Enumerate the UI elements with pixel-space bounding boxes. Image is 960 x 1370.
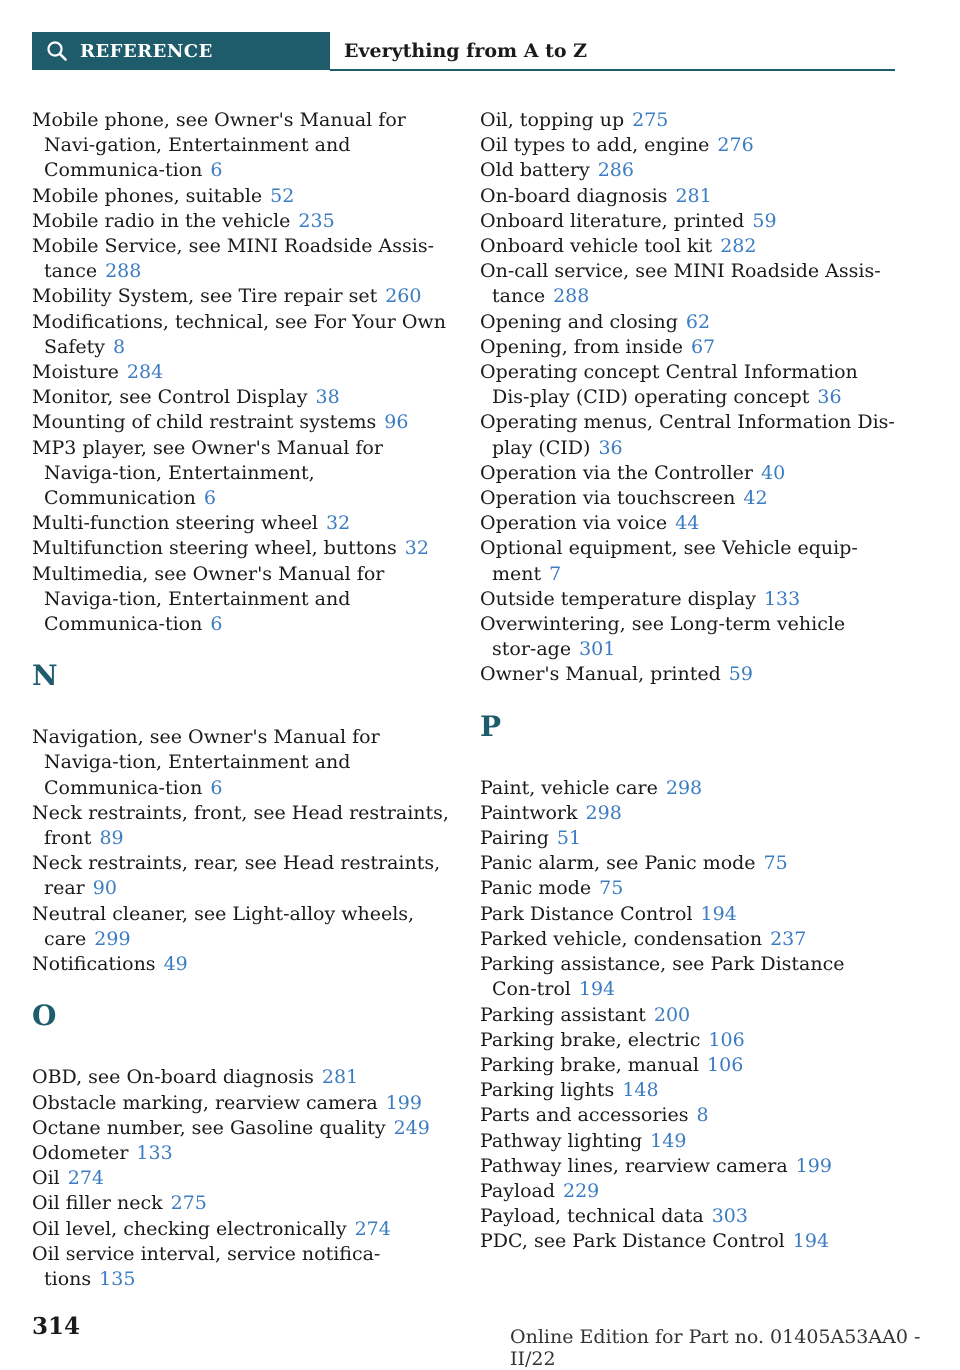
index-entry-text: Odometer bbox=[32, 1141, 129, 1164]
index-entry bbox=[480, 1053, 895, 1078]
index-entry bbox=[480, 1129, 895, 1154]
index-entry-text: Moisture bbox=[32, 361, 119, 384]
page-reference-link[interactable]: 286 bbox=[597, 159, 634, 182]
index-entry bbox=[480, 410, 895, 460]
page-reference-link[interactable]: 229 bbox=[563, 1179, 600, 1202]
index-entry bbox=[480, 801, 895, 826]
page-reference-link[interactable]: 96 bbox=[384, 411, 409, 434]
index-entry bbox=[32, 725, 452, 801]
index-entry bbox=[480, 776, 895, 801]
page-reference-link[interactable]: 281 bbox=[675, 184, 712, 207]
index-entry-text: On-board diagnosis bbox=[480, 184, 668, 207]
index-entry-text: Park Distance Control bbox=[480, 902, 693, 925]
page-reference-link[interactable]: 288 bbox=[105, 260, 142, 283]
page-reference-link[interactable]: 299 bbox=[94, 927, 131, 950]
page-reference-link[interactable]: 276 bbox=[717, 134, 754, 157]
index-entry bbox=[480, 1204, 895, 1229]
index-entry bbox=[32, 1242, 452, 1292]
index-entry-text: Mobile phones, suitable bbox=[32, 184, 263, 207]
page-reference-link[interactable]: 298 bbox=[665, 776, 703, 799]
index-entry-text: Obstacle marking, rearview camera bbox=[32, 1091, 378, 1114]
page-reference-link[interactable]: 303 bbox=[711, 1205, 748, 1228]
index-entry-text: Panic alarm, see Panic mode bbox=[480, 852, 756, 875]
page-reference-link[interactable]: 133 bbox=[763, 587, 801, 610]
page-reference-link[interactable]: 44 bbox=[675, 512, 700, 535]
index-entry-text: Parking brake, electric bbox=[480, 1028, 701, 1051]
page-reference-link[interactable]: 199 bbox=[795, 1154, 832, 1177]
index-entry-text: Payload, technical data bbox=[480, 1205, 704, 1228]
page-reference-link[interactable]: 281 bbox=[321, 1066, 359, 1089]
index-entry bbox=[32, 952, 452, 977]
index-entry bbox=[480, 1103, 895, 1128]
index-entry-text: Octane number, see Gasoline quality bbox=[32, 1116, 386, 1139]
index-entry-text: Owner's Manual, printed bbox=[480, 663, 721, 686]
page-reference-link[interactable]: 274 bbox=[354, 1217, 391, 1240]
index-entry-text: Mobile Service, see MINI Roadside Assis-tance bbox=[32, 235, 434, 283]
index-entry-text: Operating menus, Central Information Dis-play (CID) bbox=[480, 411, 895, 459]
index-entry-text: Multimedia, see Owner's Manual for Naviga-tion, Entertainment and Communica-tion bbox=[32, 562, 385, 636]
index-entry bbox=[32, 108, 452, 184]
index-entry-text: Operating concept Central Information Dis-play (CID) operating concept bbox=[480, 361, 858, 409]
index-entry bbox=[480, 234, 895, 259]
section-tab bbox=[32, 32, 330, 70]
index-entry-text: Notifications bbox=[32, 953, 156, 976]
index-entry-text: Parking assistant bbox=[480, 1003, 646, 1026]
index-entry bbox=[32, 1217, 452, 1242]
index-entry-text: Oil, topping up bbox=[480, 109, 625, 131]
page-number: 314 bbox=[32, 1313, 81, 1340]
index-entry-text: Operation via voice bbox=[480, 512, 668, 535]
page-reference-link[interactable]: 199 bbox=[385, 1091, 422, 1114]
page-reference-link[interactable]: 135 bbox=[99, 1267, 136, 1290]
page-reference-link[interactable]: 8 bbox=[696, 1104, 709, 1127]
index-entry-text: Oil bbox=[32, 1167, 60, 1190]
index-entry bbox=[480, 587, 895, 612]
page-reference-link[interactable]: 7 bbox=[549, 562, 562, 585]
index-letter-heading: N bbox=[32, 659, 58, 693]
page-reference-link[interactable]: 284 bbox=[126, 361, 164, 384]
index-entry bbox=[480, 851, 895, 876]
page-reference-link[interactable]: 249 bbox=[393, 1116, 430, 1139]
index-entry-text: Paint, vehicle care bbox=[480, 776, 658, 799]
page-reference-link[interactable]: 106 bbox=[708, 1028, 745, 1051]
index-entry-text: Operation via touchscreen bbox=[480, 487, 736, 510]
page-reference-link[interactable]: 194 bbox=[700, 902, 737, 925]
page-reference-link[interactable]: 6 bbox=[210, 159, 223, 182]
page-reference-link[interactable]: 275 bbox=[632, 109, 669, 131]
page-reference-link[interactable]: 6 bbox=[210, 776, 223, 799]
page-reference-link[interactable]: 49 bbox=[163, 953, 188, 976]
index-entry-text: Operation via the Controller bbox=[480, 461, 754, 484]
index-entry bbox=[480, 360, 895, 410]
index-entry-text: Multifunction steering wheel, buttons bbox=[32, 537, 397, 560]
page-reference-link[interactable]: 200 bbox=[653, 1003, 691, 1026]
page-reference-link[interactable]: 237 bbox=[770, 927, 807, 950]
index-entry bbox=[32, 536, 452, 561]
index-entry-text: PDC, see Park Distance Control bbox=[480, 1230, 785, 1253]
index-entry-text: Oil level, checking electronically bbox=[32, 1217, 347, 1240]
index-entry bbox=[32, 284, 452, 309]
index-entry-text: Onboard vehicle tool kit bbox=[480, 235, 713, 258]
index-entry bbox=[32, 184, 452, 209]
page-title: Everything from A to Z bbox=[344, 40, 588, 62]
page-reference-link[interactable]: 75 bbox=[763, 852, 788, 875]
index-entry bbox=[480, 952, 895, 1002]
index-entry bbox=[480, 1028, 895, 1053]
page-reference-link[interactable]: 62 bbox=[685, 310, 711, 333]
index-entry bbox=[480, 1179, 895, 1204]
index-entry-text: Parking assistance, see Park Distance Con-trol bbox=[480, 953, 845, 1001]
index-entry bbox=[32, 209, 452, 234]
page-reference-link[interactable]: 42 bbox=[743, 487, 768, 510]
page-reference-link[interactable]: 301 bbox=[579, 638, 616, 661]
index-entry bbox=[32, 1141, 452, 1166]
page-reference-link[interactable]: 67 bbox=[690, 335, 716, 358]
index-entry bbox=[480, 486, 895, 511]
page-reference-link[interactable]: 6 bbox=[203, 487, 217, 510]
page-reference-link[interactable]: 40 bbox=[761, 461, 786, 484]
index-entry bbox=[32, 1166, 452, 1191]
page-reference-link[interactable]: 148 bbox=[622, 1079, 659, 1102]
index-entry-text: Pathway lines, rearview camera bbox=[480, 1154, 788, 1177]
header-rule bbox=[330, 69, 895, 71]
page-reference-link[interactable]: 106 bbox=[707, 1053, 744, 1076]
section-label: REFERENCE bbox=[80, 40, 213, 62]
index-entry bbox=[32, 902, 452, 952]
index-entry-text: Opening and closing bbox=[480, 310, 678, 333]
index-entry-text: Optional equipment, see Vehicle equip-ment bbox=[480, 537, 858, 585]
index-entry bbox=[32, 851, 452, 901]
index-entry bbox=[480, 536, 895, 586]
page-reference-link[interactable]: 89 bbox=[99, 827, 124, 850]
index-entry bbox=[480, 826, 895, 851]
index-entry-text: Neck restraints, rear, see Head restraints, rear bbox=[32, 852, 441, 900]
index-entry-text: Oil service interval, service notifica-tions bbox=[32, 1242, 381, 1290]
index-entry bbox=[32, 511, 452, 536]
index-entry-text: OBD, see On-board diagnosis bbox=[32, 1066, 314, 1089]
index-entry bbox=[480, 511, 895, 536]
page-reference-link[interactable]: 59 bbox=[752, 209, 777, 232]
page-reference-link[interactable]: 32 bbox=[326, 512, 351, 535]
index-entry bbox=[32, 234, 452, 284]
search-icon bbox=[46, 40, 68, 62]
index-entry-text: Mobile radio in the vehicle bbox=[32, 209, 291, 232]
index-entry-text: Navigation, see Owner's Manual for Naviga-tion, Entertainment and Communica-tion bbox=[32, 726, 380, 799]
index-entry-text: Opening, from inside bbox=[480, 335, 683, 358]
page-reference-link[interactable]: 8 bbox=[113, 335, 126, 358]
index-entry bbox=[480, 158, 895, 183]
index-entry-text: Neutral cleaner, see Light-alloy wheels, care bbox=[32, 902, 415, 950]
index-letter-heading: O bbox=[32, 999, 57, 1033]
index-entry-text: Monitor, see Control Display bbox=[32, 386, 308, 409]
page-reference-link[interactable]: 194 bbox=[578, 978, 616, 1001]
index-entry-text: Neck restraints, front, see Head restraints, front bbox=[32, 801, 449, 850]
index-entry bbox=[480, 461, 895, 486]
index-entry bbox=[480, 876, 895, 901]
index-entry-text: Overwintering, see Long-term vehicle stor-age bbox=[480, 613, 846, 661]
index-entry bbox=[32, 410, 452, 435]
index-entry-text: Parking brake, manual bbox=[480, 1053, 700, 1076]
index-entry-text: Oil filler neck bbox=[32, 1192, 163, 1215]
index-entry-text: MP3 player, see Owner's Manual for Naviga-tion, Entertainment, Communication bbox=[32, 436, 383, 510]
page-reference-link[interactable]: 298 bbox=[585, 801, 622, 824]
index-entry bbox=[480, 184, 895, 209]
index-entry-text: On-call service, see MINI Roadside Assis-tance bbox=[480, 260, 881, 308]
page-reference-link[interactable]: 274 bbox=[67, 1167, 104, 1190]
index-entry-text: Multi-function steering wheel bbox=[32, 512, 319, 535]
index-entry bbox=[32, 1116, 452, 1141]
index-entry-text: Payload bbox=[480, 1179, 555, 1202]
index-entry-text: Old battery bbox=[480, 159, 590, 182]
index-entry-text: Parked vehicle, condensation bbox=[480, 927, 763, 950]
page-reference-link[interactable]: 6 bbox=[210, 613, 223, 636]
index-entry-text: Mobility System, see Tire repair set bbox=[32, 285, 378, 308]
index-entry-text: Pathway lighting bbox=[480, 1129, 643, 1152]
index-entry bbox=[32, 310, 452, 360]
index-entry-text: Mounting of child restraint systems bbox=[32, 411, 377, 434]
page-reference-link[interactable]: 133 bbox=[136, 1141, 173, 1164]
edition-footer: Online Edition for Part no. 01405A53AA0 - II/22 bbox=[510, 1326, 921, 1370]
page-reference-link[interactable]: 260 bbox=[385, 285, 422, 308]
page-reference-link[interactable]: 38 bbox=[315, 386, 340, 409]
index-entry-text: Parts and accessories bbox=[480, 1104, 689, 1127]
index-entry-text: Paintwork bbox=[480, 801, 578, 824]
index-entry bbox=[480, 1154, 895, 1179]
index-entry bbox=[480, 612, 895, 662]
index-entry bbox=[480, 902, 895, 927]
page-reference-link[interactable]: 51 bbox=[556, 827, 582, 850]
index-entry bbox=[32, 1065, 452, 1090]
index-entry bbox=[480, 1078, 895, 1103]
page-reference-link[interactable]: 90 bbox=[92, 877, 117, 900]
index-entry-text: Pairing bbox=[480, 827, 549, 850]
index-column-left bbox=[32, 108, 452, 1292]
index-entry bbox=[480, 335, 895, 360]
page-reference-link[interactable]: 282 bbox=[720, 235, 757, 258]
index-entry bbox=[480, 108, 895, 133]
page-reference-link[interactable]: 275 bbox=[170, 1192, 207, 1215]
index-entry bbox=[480, 662, 895, 687]
index-entry-text: Parking lights bbox=[480, 1079, 615, 1102]
index-entry bbox=[480, 1229, 895, 1254]
index-entry bbox=[32, 801, 452, 851]
index-entry bbox=[480, 209, 895, 234]
index-entry bbox=[480, 1003, 895, 1028]
page-reference-link[interactable]: 194 bbox=[792, 1230, 830, 1253]
index-entry-text: Panic mode bbox=[480, 877, 592, 900]
index-entry bbox=[480, 927, 895, 952]
index-entry bbox=[32, 1191, 452, 1216]
index-entry-text: Onboard literature, printed bbox=[480, 209, 745, 232]
page-reference-link[interactable]: 288 bbox=[553, 285, 590, 308]
index-entry bbox=[480, 310, 895, 335]
page-reference-link[interactable]: 52 bbox=[270, 184, 295, 207]
index-letter-heading: P bbox=[480, 709, 502, 743]
index-entry bbox=[480, 133, 895, 158]
index-entry bbox=[32, 1091, 452, 1116]
page-reference-link[interactable]: 59 bbox=[728, 663, 753, 686]
page-reference-link[interactable]: 235 bbox=[298, 209, 335, 232]
index-entry bbox=[32, 360, 452, 385]
index-entry-text: Oil types to add, engine bbox=[480, 134, 710, 157]
page-reference-link[interactable]: 75 bbox=[599, 877, 624, 900]
index-entry bbox=[32, 562, 452, 638]
index-entry-text: Mobile phone, see Owner's Manual for Navi-gation, Entertainment and Communica-tion bbox=[32, 109, 406, 182]
page-reference-link[interactable]: 32 bbox=[404, 537, 429, 560]
page-reference-link[interactable]: 149 bbox=[650, 1129, 687, 1152]
page-reference-link[interactable]: 36 bbox=[598, 436, 623, 459]
page-reference-link[interactable]: 36 bbox=[817, 386, 842, 409]
index-column-right bbox=[480, 108, 895, 1255]
index-entry bbox=[32, 436, 452, 512]
index-entry-text: Outside temperature display bbox=[480, 587, 756, 610]
index-entry bbox=[480, 259, 895, 309]
index-entry bbox=[32, 385, 452, 410]
index-entry-text: Modifications, technical, see For Your Own Safety bbox=[32, 310, 446, 358]
